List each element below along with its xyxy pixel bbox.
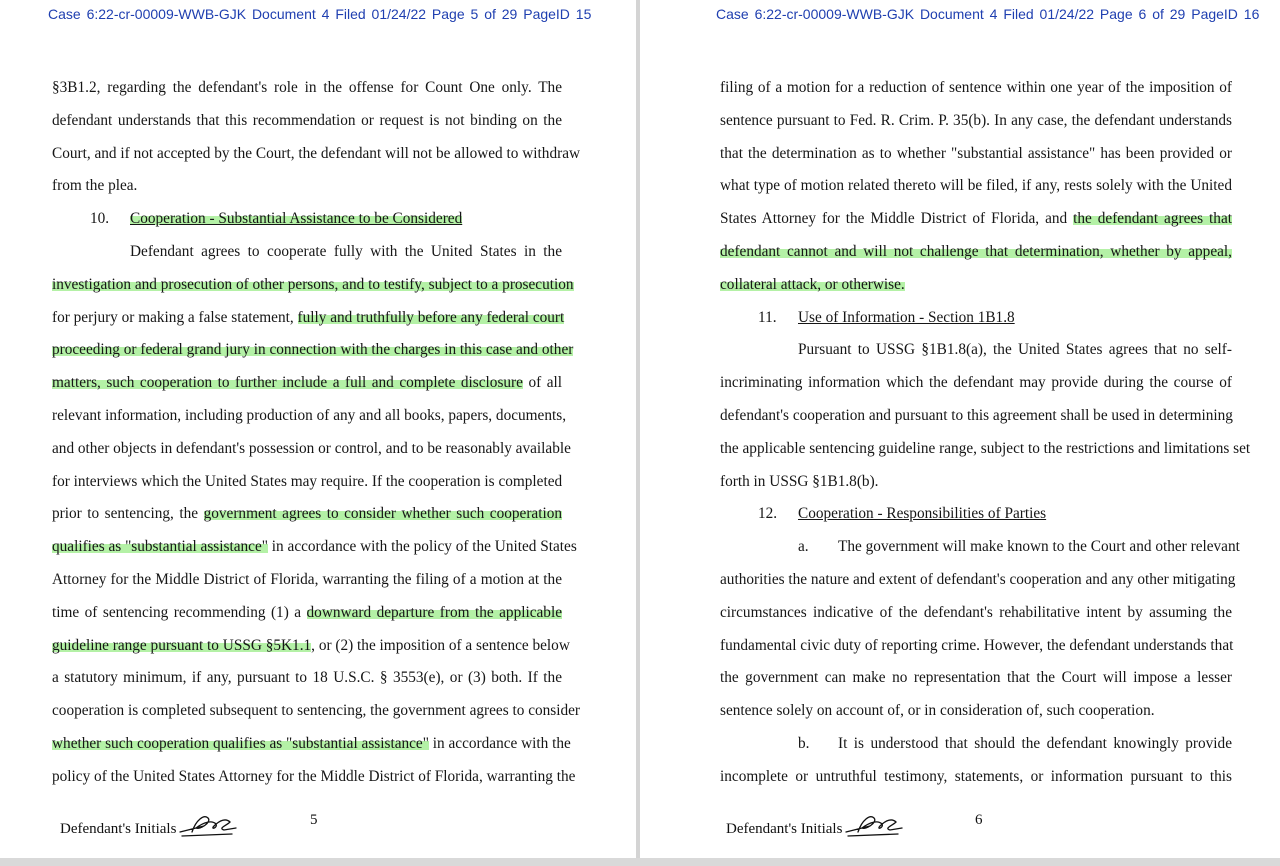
highlighted-text: investigation and prosecution of other persons, and to testify, subject to a prosecution xyxy=(52,275,574,293)
page-body xyxy=(720,72,1251,794)
section-title: Cooperation - Substantial Assistance to be Considered xyxy=(130,210,463,228)
text-line: matters, such cooperation to further include a full and complete disclosure of all xyxy=(52,374,562,392)
text-line: fundamental civic duty of reporting crime. However, the defendant understands that xyxy=(720,636,1234,654)
text-line: Defendant agrees to cooperate fully with the United States in the xyxy=(130,242,562,260)
section-title: Use of Information - Section 1B1.8 xyxy=(798,308,1015,326)
highlighted-text: collateral attack, or otherwise. xyxy=(720,275,905,293)
text-line: guideline range pursuant to USSG §5K1.1, or (2) the imposition of a sentence below xyxy=(52,636,570,654)
section-number: 12. xyxy=(758,505,778,523)
text-line: cooperation is completed subsequent to sentencing, the government agrees to consider xyxy=(52,702,581,720)
text-line: that the determination as to whether "substantial assistance" has been provided or xyxy=(720,144,1232,162)
section-heading xyxy=(720,498,1232,531)
section-title: Cooperation - Responsibilities of Parties xyxy=(798,505,1047,523)
text-line: defendant's cooperation and pursuant to this agreement shall be used in determining xyxy=(720,406,1233,424)
text-line xyxy=(720,269,1232,302)
highlighted-text: defendant cannot and will not challenge that determination, whether by appeal, xyxy=(720,242,1232,260)
text-line xyxy=(52,334,574,367)
text-line: Pursuant to USSG §1B1.8(a), the United States agrees that no self- xyxy=(798,341,1232,359)
text-line xyxy=(52,269,574,302)
text-line: the applicable sentencing guideline range, subject to the restrictions and limitations set xyxy=(720,439,1251,457)
text-line: incomplete or untruthful testimony, statements, or information pursuant to this xyxy=(720,767,1232,785)
text-line: prior to sentencing, the government agrees to consider whether such cooperation xyxy=(52,505,562,523)
page-header: Case 6:22-cr-00009-WWB-GJK Document 4 Filed 01/24/22 Page 6 of 29 PageID 16 xyxy=(716,6,1260,22)
text-line: defendant understands that this recommendation or request is not binding on the xyxy=(52,111,562,129)
text-line: a statutory minimum, if any, pursuant to 18 U.S.C. § 3553(e), or (3) both. If the xyxy=(52,669,562,687)
text-line: Court, and if not accepted by the Court, the defendant will not be allowed to withdraw xyxy=(52,144,581,162)
text-line: authorities the nature and extent of defendant's cooperation and any other mitigating xyxy=(720,570,1236,588)
subsection-letter: a. xyxy=(798,538,809,556)
highlighted-text: whether such cooperation qualifies as "substantial assistance" xyxy=(52,734,429,752)
highlighted-text: qualifies as "substantial assistance" xyxy=(52,538,268,556)
text-line: qualifies as "substantial assistance" in accordance with the policy of the United States xyxy=(52,538,577,556)
page-body xyxy=(52,72,581,794)
section-number: 11. xyxy=(758,308,777,326)
text-line: sentence pursuant to Fed. R. Crim. P. 35(b). In any case, the defendant understands xyxy=(720,111,1232,129)
text-line: whether such cooperation qualifies as "substantial assistance" in accordance with the xyxy=(52,734,571,752)
signature-initials-icon xyxy=(178,812,238,838)
text-line xyxy=(720,236,1232,269)
signature-initials-icon xyxy=(844,812,904,838)
section-heading xyxy=(52,203,562,236)
text-line: filing of a motion for a reduction of sentence within one year of the imposition of xyxy=(720,79,1232,96)
text-line: §3B1.2, regarding the defendant's role in the offense for Count One only. The xyxy=(52,79,562,96)
text-line: incriminating information which the defendant may provide during the course of xyxy=(720,374,1232,392)
initials-line xyxy=(726,812,904,838)
section-number: 10. xyxy=(90,210,110,228)
section-heading xyxy=(720,302,1232,335)
text-line: the government can make no representation that the Court will impose a lesser xyxy=(720,669,1232,687)
text-line: forth in USSG §1B1.8(b). xyxy=(720,472,879,490)
page-6 xyxy=(640,0,1280,858)
initials-label: Defendant's Initials xyxy=(60,821,177,837)
subsection-line: b. It is understood that should the defendant knowingly provide xyxy=(720,728,1232,761)
highlighted-text: downward departure from the applicable xyxy=(306,603,562,621)
subsection-line: a. The government will make known to the Court and other relevant xyxy=(720,531,1232,564)
page-5 xyxy=(0,0,636,858)
viewer-bottom-edge xyxy=(0,858,1280,866)
initials-line xyxy=(60,812,238,838)
page-header: Case 6:22-cr-00009-WWB-GJK Document 4 Filed 01/24/22 Page 5 of 29 PageID 15 xyxy=(48,6,592,22)
text-line: policy of the United States Attorney for the Middle District of Florida, warranting the xyxy=(52,767,576,785)
highlighted-text: government agrees to consider whether such cooperation xyxy=(203,505,562,523)
page-number: 6 xyxy=(975,812,983,828)
text-line: for perjury or making a false statement, fully and truthfully before any federal court xyxy=(52,308,565,326)
highlighted-text: the defendant agrees that xyxy=(1073,210,1232,228)
initials-label: Defendant's Initials xyxy=(726,821,843,837)
text-line: Attorney for the Middle District of Florida, warranting the filing of a motion at the xyxy=(52,570,562,588)
text-line: time of sentencing recommending (1) a downward departure from the applicable xyxy=(52,603,562,621)
text-line: circumstances indicative of the defendant's rehabilitative intent by assuming the xyxy=(720,603,1232,621)
text-line: sentence solely on account of, or in consideration of, such cooperation. xyxy=(720,702,1155,720)
highlighted-text: matters, such cooperation to further include a full and complete disclosure xyxy=(52,374,523,392)
highlighted-text: proceeding or federal grand jury in connection with the charges in this case and other xyxy=(52,341,574,359)
text-line: States Attorney for the Middle District of Florida, and the defendant agrees that xyxy=(720,210,1232,228)
highlighted-text: guideline range pursuant to USSG §5K1.1 xyxy=(52,636,312,654)
text-line: what type of motion related thereto will be filed, if any, rests solely with the United xyxy=(720,177,1232,195)
text-line: from the plea. xyxy=(52,177,138,195)
text-line: for interviews which the United States may require. If the cooperation is completed xyxy=(52,472,563,490)
subsection-letter: b. xyxy=(798,734,810,752)
page-number: 5 xyxy=(310,812,318,828)
highlighted-text: fully and truthfully before any federal court xyxy=(297,308,565,326)
text-line: relevant information, including production of any and all books, papers, documents, xyxy=(52,406,567,424)
text-line: and other objects in defendant's possession or control, and to be reasonably available xyxy=(52,439,571,457)
